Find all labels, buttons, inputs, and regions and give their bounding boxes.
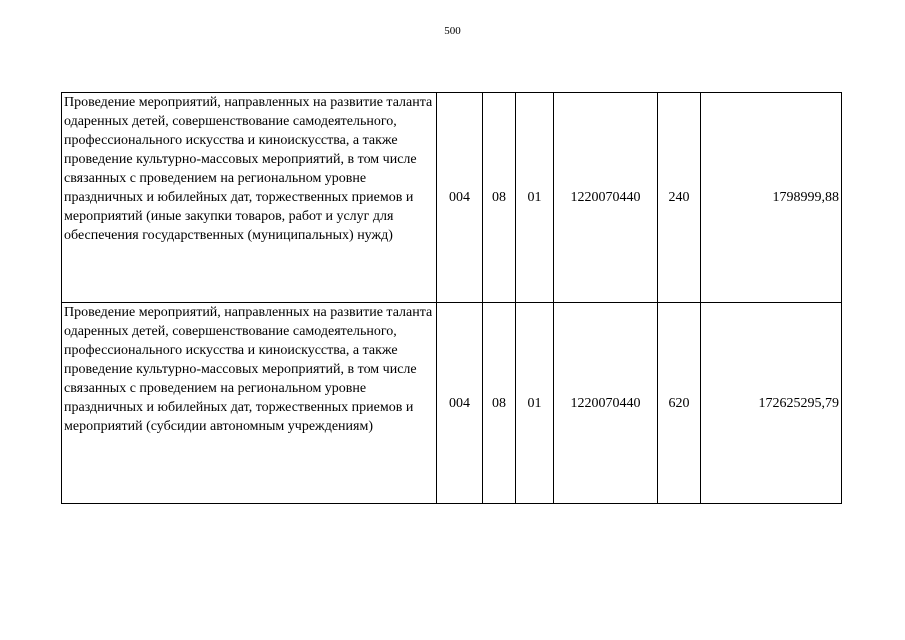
subsection-code: 01 — [516, 93, 554, 303]
ministry-code: 004 — [437, 93, 483, 303]
ministry-code: 004 — [437, 303, 483, 504]
target-article-code: 1220070440 — [554, 303, 658, 504]
row-description: Проведение мероприятий, направленных на развитие таланта одаренных детей, совершенствование самодеятельного, профессионального искусства и киноискусства, а также проведение культурно-массовых мероприятий, в том числе связанных с проведением на региональном уровне праздничных и юбилейных дат, торжественных приемов и мероприятий (субсидии автономным учреждениям) — [62, 303, 437, 504]
subsection-code: 01 — [516, 303, 554, 504]
amount: 1798999,88 — [701, 93, 842, 303]
section-code: 08 — [483, 93, 516, 303]
row-description: Проведение мероприятий, направленных на развитие таланта одаренных детей, совершенствование самодеятельного, профессионального искусства и киноискусства, а также проведение культурно-массовых мероприятий, в том числе связанных с проведением на региональном уровне праздничных и юбилейных дат, торжественных приемов и мероприятий (иные закупки товаров, работ и услуг для обеспечения государственных (муниципальных) нужд) — [62, 93, 437, 303]
amount: 172625295,79 — [701, 303, 842, 504]
table-row — [62, 93, 842, 303]
target-article-code: 1220070440 — [554, 93, 658, 303]
expense-type-code: 240 — [658, 93, 701, 303]
budget-table — [61, 92, 842, 504]
section-code: 08 — [483, 303, 516, 504]
page-number: 500 — [444, 25, 461, 37]
table-row — [62, 303, 842, 504]
expense-type-code: 620 — [658, 303, 701, 504]
